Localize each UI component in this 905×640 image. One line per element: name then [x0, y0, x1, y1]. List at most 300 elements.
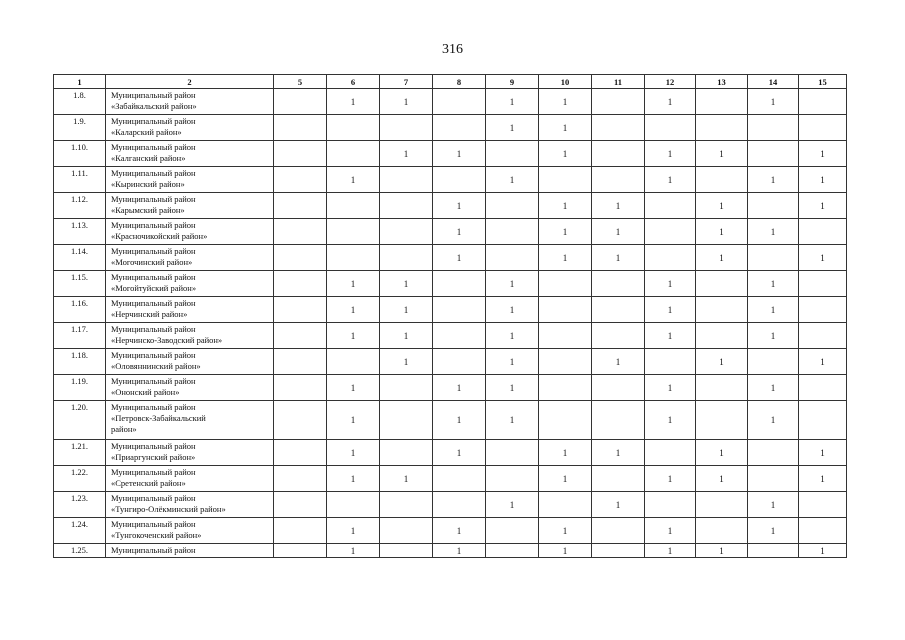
mark-cell — [274, 401, 327, 440]
mark-cell — [696, 167, 748, 193]
mark-cell — [748, 544, 799, 558]
mark-cell — [486, 219, 539, 245]
mark-cell — [274, 375, 327, 401]
mark-cell: 1 — [486, 297, 539, 323]
mark-cell — [539, 349, 592, 375]
row-number: 1.14. — [54, 245, 106, 271]
district-name-line: район» — [111, 424, 137, 434]
mark-cell — [380, 440, 433, 466]
table-row — [54, 492, 847, 518]
mark-cell — [539, 401, 592, 440]
mark-cell — [274, 518, 327, 544]
mark-cell — [696, 492, 748, 518]
mark-cell — [799, 323, 847, 349]
mark-cell: 1 — [433, 219, 486, 245]
mark-cell — [274, 89, 327, 115]
row-number: 1.22. — [54, 466, 106, 492]
column-header: 10 — [539, 75, 592, 89]
mark-cell — [433, 89, 486, 115]
row-number: 1.9. — [54, 115, 106, 141]
district-name-line: Муниципальный район — [111, 467, 196, 477]
district-name — [106, 115, 274, 141]
mark-cell — [380, 245, 433, 271]
district-name — [106, 271, 274, 297]
mark-cell — [592, 271, 645, 297]
mark-cell: 1 — [645, 141, 696, 167]
district-name-line: Муниципальный район — [111, 168, 196, 178]
mark-cell: 1 — [592, 219, 645, 245]
district-name-line: Муниципальный район — [111, 298, 196, 308]
district-name — [106, 167, 274, 193]
mark-cell: 1 — [748, 89, 799, 115]
district-name — [106, 492, 274, 518]
mark-cell: 1 — [539, 115, 592, 141]
district-name-line: «Тунгиро-Олёкминский район» — [111, 504, 226, 514]
mark-cell — [539, 492, 592, 518]
mark-cell — [433, 492, 486, 518]
mark-cell: 1 — [433, 440, 486, 466]
mark-cell — [327, 193, 380, 219]
mark-cell — [539, 375, 592, 401]
mark-cell: 1 — [539, 544, 592, 558]
mark-cell: 1 — [539, 245, 592, 271]
mark-cell: 1 — [380, 349, 433, 375]
table-body — [54, 89, 847, 558]
district-name-line: Муниципальный район — [111, 272, 196, 282]
mark-cell — [696, 375, 748, 401]
mark-cell: 1 — [327, 167, 380, 193]
table-row — [54, 141, 847, 167]
mark-cell — [799, 518, 847, 544]
mark-cell: 1 — [486, 401, 539, 440]
table-row — [54, 401, 847, 440]
mark-cell — [592, 323, 645, 349]
mark-cell: 1 — [433, 518, 486, 544]
district-name — [106, 544, 274, 558]
district-name-line: Муниципальный район — [111, 90, 196, 100]
mark-cell — [433, 167, 486, 193]
district-name — [106, 466, 274, 492]
row-number: 1.17. — [54, 323, 106, 349]
mark-cell — [433, 323, 486, 349]
mark-cell — [696, 323, 748, 349]
mark-cell: 1 — [645, 544, 696, 558]
mark-cell — [380, 375, 433, 401]
mark-cell — [380, 518, 433, 544]
mark-cell: 1 — [645, 297, 696, 323]
district-name-line: «Кыринский район» — [111, 179, 185, 189]
mark-cell — [486, 544, 539, 558]
mark-cell: 1 — [799, 193, 847, 219]
mark-cell — [380, 193, 433, 219]
district-name — [106, 141, 274, 167]
mark-cell: 1 — [645, 401, 696, 440]
mark-cell: 1 — [380, 466, 433, 492]
mark-cell: 1 — [748, 167, 799, 193]
district-name-line: «Тунгокоченский район» — [111, 530, 202, 540]
mark-cell: 1 — [592, 349, 645, 375]
table-row — [54, 219, 847, 245]
row-number: 1.23. — [54, 492, 106, 518]
district-name-line: «Оловяннинский район» — [111, 361, 201, 371]
mark-cell — [696, 115, 748, 141]
row-number: 1.24. — [54, 518, 106, 544]
mark-cell: 1 — [486, 323, 539, 349]
mark-cell: 1 — [380, 323, 433, 349]
mark-cell: 1 — [748, 401, 799, 440]
mark-cell: 1 — [433, 245, 486, 271]
mark-cell — [645, 349, 696, 375]
mark-cell — [799, 115, 847, 141]
mark-cell: 1 — [327, 544, 380, 558]
district-name — [106, 440, 274, 466]
district-name-line: «Нерчинско-Заводский район» — [111, 335, 223, 345]
mark-cell — [539, 167, 592, 193]
row-number: 1.16. — [54, 297, 106, 323]
district-name-line: «Ононский район» — [111, 387, 180, 397]
mark-cell — [539, 323, 592, 349]
table-row — [54, 167, 847, 193]
mark-cell: 1 — [748, 297, 799, 323]
mark-cell: 1 — [486, 375, 539, 401]
district-name-line: «Приаргунский район» — [111, 452, 196, 462]
mark-cell — [274, 271, 327, 297]
mark-cell: 1 — [696, 440, 748, 466]
mark-cell: 1 — [327, 323, 380, 349]
mark-cell — [592, 167, 645, 193]
mark-cell: 1 — [380, 141, 433, 167]
mark-cell: 1 — [748, 271, 799, 297]
mark-cell — [539, 271, 592, 297]
row-number: 1.15. — [54, 271, 106, 297]
district-name — [106, 245, 274, 271]
mark-cell: 1 — [799, 440, 847, 466]
mark-cell — [748, 141, 799, 167]
district-name — [106, 518, 274, 544]
mark-cell — [748, 245, 799, 271]
mark-cell: 1 — [433, 544, 486, 558]
table-row — [54, 193, 847, 219]
mark-cell: 1 — [433, 375, 486, 401]
mark-cell: 1 — [486, 167, 539, 193]
mark-cell — [380, 115, 433, 141]
district-name-line: Муниципальный район — [111, 116, 196, 126]
district-name-line: Муниципальный район — [111, 545, 196, 555]
table-row — [54, 518, 847, 544]
column-header: 15 — [799, 75, 847, 89]
mark-cell — [327, 115, 380, 141]
mark-cell — [539, 297, 592, 323]
mark-cell — [274, 141, 327, 167]
mark-cell — [592, 466, 645, 492]
mark-cell: 1 — [799, 349, 847, 375]
mark-cell — [327, 219, 380, 245]
mark-cell: 1 — [433, 141, 486, 167]
mark-cell — [645, 245, 696, 271]
mark-cell: 1 — [539, 518, 592, 544]
mark-cell — [433, 271, 486, 297]
mark-cell: 1 — [696, 349, 748, 375]
table-row — [54, 466, 847, 492]
mark-cell — [696, 401, 748, 440]
row-number: 1.12. — [54, 193, 106, 219]
mark-cell — [274, 193, 327, 219]
district-name-line: Муниципальный район — [111, 376, 196, 386]
mark-cell: 1 — [645, 375, 696, 401]
mark-cell: 1 — [645, 323, 696, 349]
mark-cell: 1 — [645, 89, 696, 115]
mark-cell: 1 — [748, 219, 799, 245]
mark-cell — [799, 271, 847, 297]
row-number: 1.20. — [54, 401, 106, 440]
mark-cell: 1 — [748, 323, 799, 349]
mark-cell: 1 — [696, 193, 748, 219]
mark-cell — [592, 297, 645, 323]
row-number: 1.18. — [54, 349, 106, 375]
mark-cell — [274, 492, 327, 518]
mark-cell — [486, 440, 539, 466]
column-header: 1 — [54, 75, 106, 89]
mark-cell: 1 — [799, 245, 847, 271]
district-name — [106, 323, 274, 349]
mark-cell — [592, 89, 645, 115]
mark-cell — [380, 167, 433, 193]
district-name — [106, 401, 274, 440]
mark-cell — [592, 544, 645, 558]
mark-cell: 1 — [327, 401, 380, 440]
table-row — [54, 89, 847, 115]
district-name-line: «Красночикойский район» — [111, 231, 208, 241]
table-row — [54, 440, 847, 466]
mark-cell — [645, 219, 696, 245]
mark-cell — [486, 141, 539, 167]
district-name-line: «Могойтуйский район» — [111, 283, 197, 293]
mark-cell: 1 — [696, 544, 748, 558]
mark-cell — [327, 492, 380, 518]
row-number: 1.10. — [54, 141, 106, 167]
mark-cell — [645, 193, 696, 219]
mark-cell — [748, 349, 799, 375]
district-name — [106, 297, 274, 323]
table-row — [54, 349, 847, 375]
mark-cell: 1 — [539, 466, 592, 492]
mark-cell — [696, 297, 748, 323]
mark-cell — [645, 492, 696, 518]
mark-cell — [799, 89, 847, 115]
district-name-line: Муниципальный район — [111, 493, 196, 503]
district-name-line: Муниципальный район — [111, 350, 196, 360]
column-header: 12 — [645, 75, 696, 89]
row-number: 1.19. — [54, 375, 106, 401]
mark-cell — [748, 193, 799, 219]
district-name-line: Муниципальный район — [111, 220, 196, 230]
row-number: 1.11. — [54, 167, 106, 193]
mark-cell: 1 — [327, 271, 380, 297]
mark-cell: 1 — [380, 271, 433, 297]
mark-cell — [274, 349, 327, 375]
mark-cell — [433, 466, 486, 492]
mark-cell — [274, 167, 327, 193]
mark-cell — [433, 115, 486, 141]
mark-cell: 1 — [327, 89, 380, 115]
district-name-line: «Нерчинский район» — [111, 309, 188, 319]
mark-cell — [380, 401, 433, 440]
mark-cell — [274, 323, 327, 349]
mark-cell: 1 — [748, 518, 799, 544]
district-name-line: Муниципальный район — [111, 441, 196, 451]
mark-cell: 1 — [486, 271, 539, 297]
district-name — [106, 375, 274, 401]
table-row — [54, 323, 847, 349]
column-header: 2 — [106, 75, 274, 89]
mark-cell: 1 — [645, 271, 696, 297]
mark-cell — [486, 193, 539, 219]
mark-cell: 1 — [645, 466, 696, 492]
row-number: 1.13. — [54, 219, 106, 245]
district-name-line: Муниципальный район — [111, 324, 196, 334]
row-number: 1.25. — [54, 544, 106, 558]
mark-cell: 1 — [433, 401, 486, 440]
district-name-line: Муниципальный район — [111, 194, 196, 204]
district-name-line: «Карымский район» — [111, 205, 185, 215]
district-name-line: Муниципальный район — [111, 519, 196, 529]
mark-cell — [645, 440, 696, 466]
mark-cell: 1 — [539, 89, 592, 115]
mark-cell: 1 — [696, 141, 748, 167]
mark-cell: 1 — [327, 466, 380, 492]
mark-cell: 1 — [327, 297, 380, 323]
table-row — [54, 245, 847, 271]
mark-cell — [748, 115, 799, 141]
table-row — [54, 271, 847, 297]
district-name-line: Муниципальный район — [111, 402, 196, 412]
column-header: 14 — [748, 75, 799, 89]
mark-cell: 1 — [592, 492, 645, 518]
district-name-line: Муниципальный район — [111, 246, 196, 256]
mark-cell — [274, 115, 327, 141]
column-header: 11 — [592, 75, 645, 89]
mark-cell — [274, 466, 327, 492]
mark-cell — [380, 492, 433, 518]
column-header: 9 — [486, 75, 539, 89]
mark-cell — [696, 271, 748, 297]
district-name-line: «Каларский район» — [111, 127, 182, 137]
table-row — [54, 297, 847, 323]
page-number: 316 — [442, 42, 463, 57]
mark-cell — [592, 141, 645, 167]
mark-cell: 1 — [645, 167, 696, 193]
mark-cell: 1 — [539, 440, 592, 466]
mark-cell: 1 — [433, 193, 486, 219]
mark-cell: 1 — [799, 167, 847, 193]
mark-cell: 1 — [327, 440, 380, 466]
mark-cell — [592, 375, 645, 401]
district-name-line: «Калганский район» — [111, 153, 186, 163]
district-name-line: «Сретенский район» — [111, 478, 186, 488]
mark-cell: 1 — [799, 141, 847, 167]
column-header: 8 — [433, 75, 486, 89]
district-name — [106, 193, 274, 219]
mark-cell: 1 — [539, 141, 592, 167]
mark-cell — [592, 401, 645, 440]
mark-cell — [274, 219, 327, 245]
mark-cell: 1 — [592, 193, 645, 219]
mark-cell — [327, 141, 380, 167]
district-name-line: «Забайкальский район» — [111, 101, 197, 111]
mark-cell — [592, 518, 645, 544]
mark-cell — [696, 518, 748, 544]
row-number: 1.21. — [54, 440, 106, 466]
mark-cell — [274, 440, 327, 466]
mark-cell — [433, 297, 486, 323]
mark-cell: 1 — [748, 492, 799, 518]
mark-cell — [274, 245, 327, 271]
table-row — [54, 375, 847, 401]
mark-cell — [380, 544, 433, 558]
mark-cell: 1 — [486, 115, 539, 141]
mark-cell — [486, 245, 539, 271]
mark-cell: 1 — [592, 245, 645, 271]
mark-cell — [592, 115, 645, 141]
mark-cell — [748, 440, 799, 466]
mark-cell — [327, 245, 380, 271]
mark-cell: 1 — [748, 375, 799, 401]
mark-cell: 1 — [696, 219, 748, 245]
mark-cell — [799, 492, 847, 518]
mark-cell — [696, 89, 748, 115]
mark-cell: 1 — [645, 518, 696, 544]
mark-cell: 1 — [539, 193, 592, 219]
table-header-row — [54, 75, 847, 89]
mark-cell — [799, 375, 847, 401]
mark-cell — [274, 297, 327, 323]
mark-cell: 1 — [380, 297, 433, 323]
mark-cell — [327, 349, 380, 375]
district-name-line: «Могочинский район» — [111, 257, 193, 267]
mark-cell — [433, 349, 486, 375]
mark-cell: 1 — [799, 544, 847, 558]
mark-cell — [486, 518, 539, 544]
mark-cell — [799, 297, 847, 323]
column-header: 7 — [380, 75, 433, 89]
mark-cell: 1 — [696, 245, 748, 271]
row-number: 1.8. — [54, 89, 106, 115]
mark-cell: 1 — [380, 89, 433, 115]
table-row — [54, 544, 847, 558]
district-name — [106, 219, 274, 245]
table-row — [54, 115, 847, 141]
data-table — [53, 74, 847, 558]
mark-cell — [748, 466, 799, 492]
mark-cell — [274, 544, 327, 558]
column-header: 5 — [274, 75, 327, 89]
mark-cell — [645, 115, 696, 141]
mark-cell: 1 — [486, 89, 539, 115]
mark-cell: 1 — [486, 492, 539, 518]
mark-cell: 1 — [696, 466, 748, 492]
column-header: 13 — [696, 75, 748, 89]
mark-cell — [799, 401, 847, 440]
district-name-line: «Петровск-Забайкальский — [111, 413, 206, 423]
district-name-line: Муниципальный район — [111, 142, 196, 152]
mark-cell: 1 — [592, 440, 645, 466]
mark-cell: 1 — [327, 375, 380, 401]
column-header: 6 — [327, 75, 380, 89]
mark-cell: 1 — [539, 219, 592, 245]
mark-cell — [380, 219, 433, 245]
mark-cell — [799, 219, 847, 245]
district-name — [106, 89, 274, 115]
